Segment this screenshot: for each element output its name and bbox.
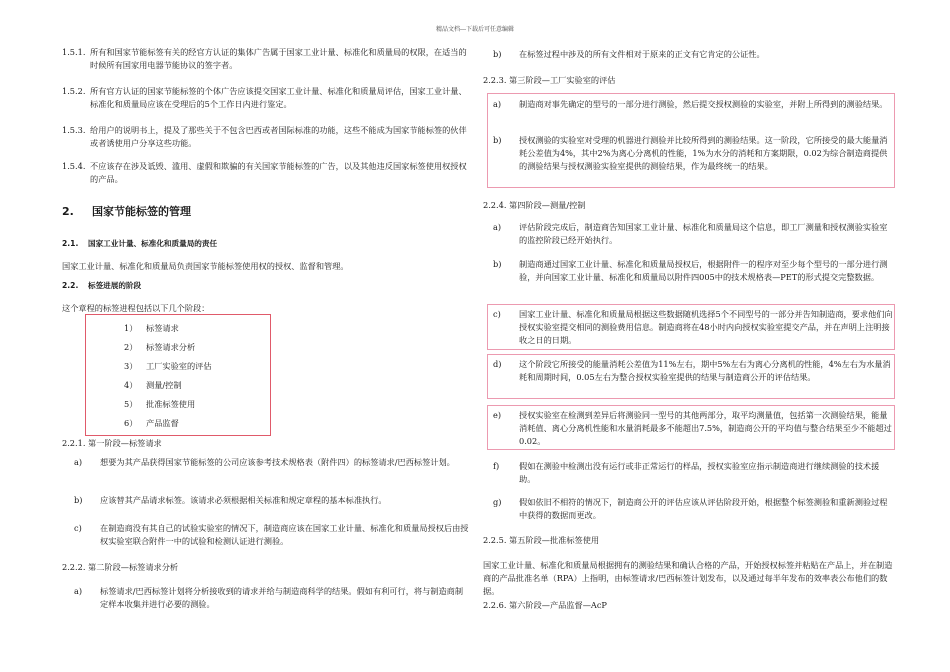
item-2-2-2-b: b) 在标签过程中涉及的所有文件相对于原来的正文有它肯定的公证性。 — [493, 49, 765, 59]
section-heading-2 — [62, 205, 470, 218]
highlight-box-item-e — [487, 405, 895, 450]
heading-title: 国家节能标签的管理 — [92, 205, 191, 218]
clause-number: 1.5.4. — [62, 161, 86, 171]
highlight-box-item-d — [487, 354, 895, 399]
page-header: 精品文档---下载后可任意编辑 — [435, 26, 515, 33]
stage-item: 6） 产品监督 — [124, 418, 179, 428]
section-heading-2-2 — [62, 279, 470, 292]
item-2-2-3-a: a) 制造商对事先确定的型号的一部分进行测验，然后提交授权测验的实验室，并附上所得到的测验结果。 — [493, 99, 888, 109]
item-2-2-2-a: a) 标签请求/巴西标签计划将分析接收到的请求并给与制造商科学的结果。假如有利可行，将与制造商制定样本收集并进行必要的测验。 — [74, 586, 464, 609]
stage-intro: 这个章程的标签进程包括以下几个阶段： — [62, 303, 210, 313]
stage-list-highlight — [85, 314, 271, 436]
clause-text: 所有官方认证的国家节能标签的个体广告应该提交国家工业计量、标准化和质量局评估，国家工业计量、标准化和质量局应该在受理后的5个工作日内进行鉴定。 — [90, 86, 467, 109]
clause-1-5-4 — [62, 160, 470, 186]
clause-number: 1.5.3. — [62, 125, 86, 135]
clause-text: 所有和国家节能标签有关的经官方认证的集体广告属于国家工业计量、标准化和质量局的权限，在适当的时候所有国家用电器节能协议的签字者。 — [90, 47, 467, 70]
item-2-2-4-b: b) 制造商通过国家工业计量、标准化和质量局授权后，根据附件一的程序对至少每个型号的一部分进行测验，并向国家工业计量、标准化和质量局以附件四005中的技术规格表—PET的形式提交完整数据。 — [493, 259, 888, 282]
highlight-box-2-2-3 — [487, 93, 895, 188]
subsection-2-2-2-title: 2.2.2. 第二阶段—标签请求分析 — [62, 562, 179, 572]
item-2-2-4-e: e) 授权实验室在检测到差异后将测验同一型号的其他两部分，取平均测量值，包括第一次测验结果，能量消耗值、离心分离机性能和水量消耗最多不能超出7.5%，制造商公开的平均值与整合结果至少不能超过0.02。 — [493, 410, 892, 446]
item-2-2-4-c: c) 国家工业计量、标准化和质量局根据这些数据随机选择5个不同型号的一部分并告知制造商，要求他们向授权实验室提交相同的测验费用信息。制造商将在48小时内向授权实验室提交产品，并在声明上注明接收之日的日期。 — [493, 309, 893, 345]
stage-item: 5） 批准标签使用 — [124, 399, 196, 409]
clause-1-5-1 — [62, 46, 470, 72]
item-2-2-4-d: d) 这个阶段它所接受的能量消耗公差值为11%左右，期中5%左右为离心分离机的性能，4%左右为水量消耗和周期时间，0.05左右为整合授权实验室提供的结果与制造商公开的评估结果。 — [493, 359, 891, 382]
stage-item: 4） 测量/控制 — [124, 380, 182, 390]
clause-number: 1.5.2. — [62, 86, 86, 96]
stage-item: 2） 标签请求分析 — [124, 342, 196, 352]
heading-title: 标签进展的阶段 — [88, 281, 142, 290]
clause-text: 给用户的说明书上，提及了那些关于不包含巴西或者国际标准的功能，这些不能成为国家节能标签的伙伴或者诱使用户分享这些功能。 — [90, 125, 467, 148]
clause-text: 不应该存在涉及诋毁、滥用、虚假和欺骗的有关国家节能标签的广告，以及其他违反国家标签使用权授权的产品。 — [90, 161, 467, 184]
subsection-2-2-1-title: 2.2.1. 第一阶段—标签请求 — [62, 438, 162, 448]
clause-number: 1.5.1. — [62, 47, 86, 57]
heading-number: 2.1. — [62, 239, 79, 248]
stage-item: 3） 工厂实验室的评估 — [124, 361, 212, 371]
section-heading-2-1 — [62, 237, 470, 250]
item-2-2-1-a: a) 想要为其产品获得国家节能标签的公司应该参考技术规格表（附件四）的标签请求/巴西标签计划。 — [74, 457, 455, 467]
item-2-2-1-c: c) 在制造商没有其自己的试验实验室的情况下，制造商应该在国家工业计量、标准化和质量局授权后由授权实验室联合附件一中的试验和检测认证进行测验。 — [74, 523, 469, 546]
item-2-2-4-g: g) 假如依旧不相符的情况下，制造商公开的评估应该从评估阶段开始，根据整个标签测验和重新测验过程中获得的数据而更改。 — [493, 497, 888, 520]
subsection-2-2-6-title: 2.2.6. 第六阶段—产品监督—AcP — [483, 600, 607, 610]
paragraph-2-2-5: 国家工业计量、标准化和质量局根据拥有的测验结果和确认合格的产品，开始授权标签并粘贴在产品上，并在制造商的产品批准名单（RPA）上指明，由标签请求/巴西标签计划发布，以及通过每半年发布的效率表公布他们的数据。 — [483, 560, 893, 596]
item-2-2-4-a: a) 评估阶段完成后，制造商告知国家工业计量、标准化和质量局这个信息，即工厂测量和授权测验实验室的监控阶段已经开始执行。 — [493, 222, 888, 245]
subsection-2-2-5-title: 2.2.5. 第五阶段—批准标签使用 — [483, 535, 600, 545]
heading-title: 国家工业计量、标准化和质量局的责任 — [88, 239, 218, 248]
highlight-box-item-c — [487, 304, 895, 350]
heading-number: 2. — [62, 205, 74, 218]
clause-1-5-3 — [62, 124, 470, 150]
item-2-2-1-b: b) 应该替其产品请求标签。该请求必须根据相关标准和规定章程的基本标准执行。 — [74, 495, 387, 505]
paragraph-2-1: 国家工业计量、标准化和质量局负责国家节能标签使用权的授权、监督和管理。 — [62, 261, 349, 271]
item-2-2-3-b: b) 授权测验的实验室对受理的机器进行测验并比较所得到的测验结果。这一阶段，它所接受的最大能量消耗公差值为4%，其中2%为离心分离机的性能，1%为水分的消耗和方案期限，0.02为综合制造商提供的测验结果与授权测验实验室提供的测验结果，作为最终统一的结果。 — [493, 135, 888, 171]
heading-number: 2.2. — [62, 281, 79, 290]
clause-1-5-2 — [62, 85, 470, 111]
subsection-2-2-4-title: 2.2.4. 第四阶段—测量/控制 — [483, 200, 586, 210]
stage-item: 1） 标签请求 — [124, 323, 179, 333]
subsection-2-2-3-title: 2.2.3. 第三阶段—工厂实验室的评估 — [483, 75, 616, 85]
item-2-2-4-f: f) 假如在测验中检测出没有运行或非正常运行的样品，授权实验室应指示制造商进行继续测验的技术援助。 — [493, 461, 880, 484]
